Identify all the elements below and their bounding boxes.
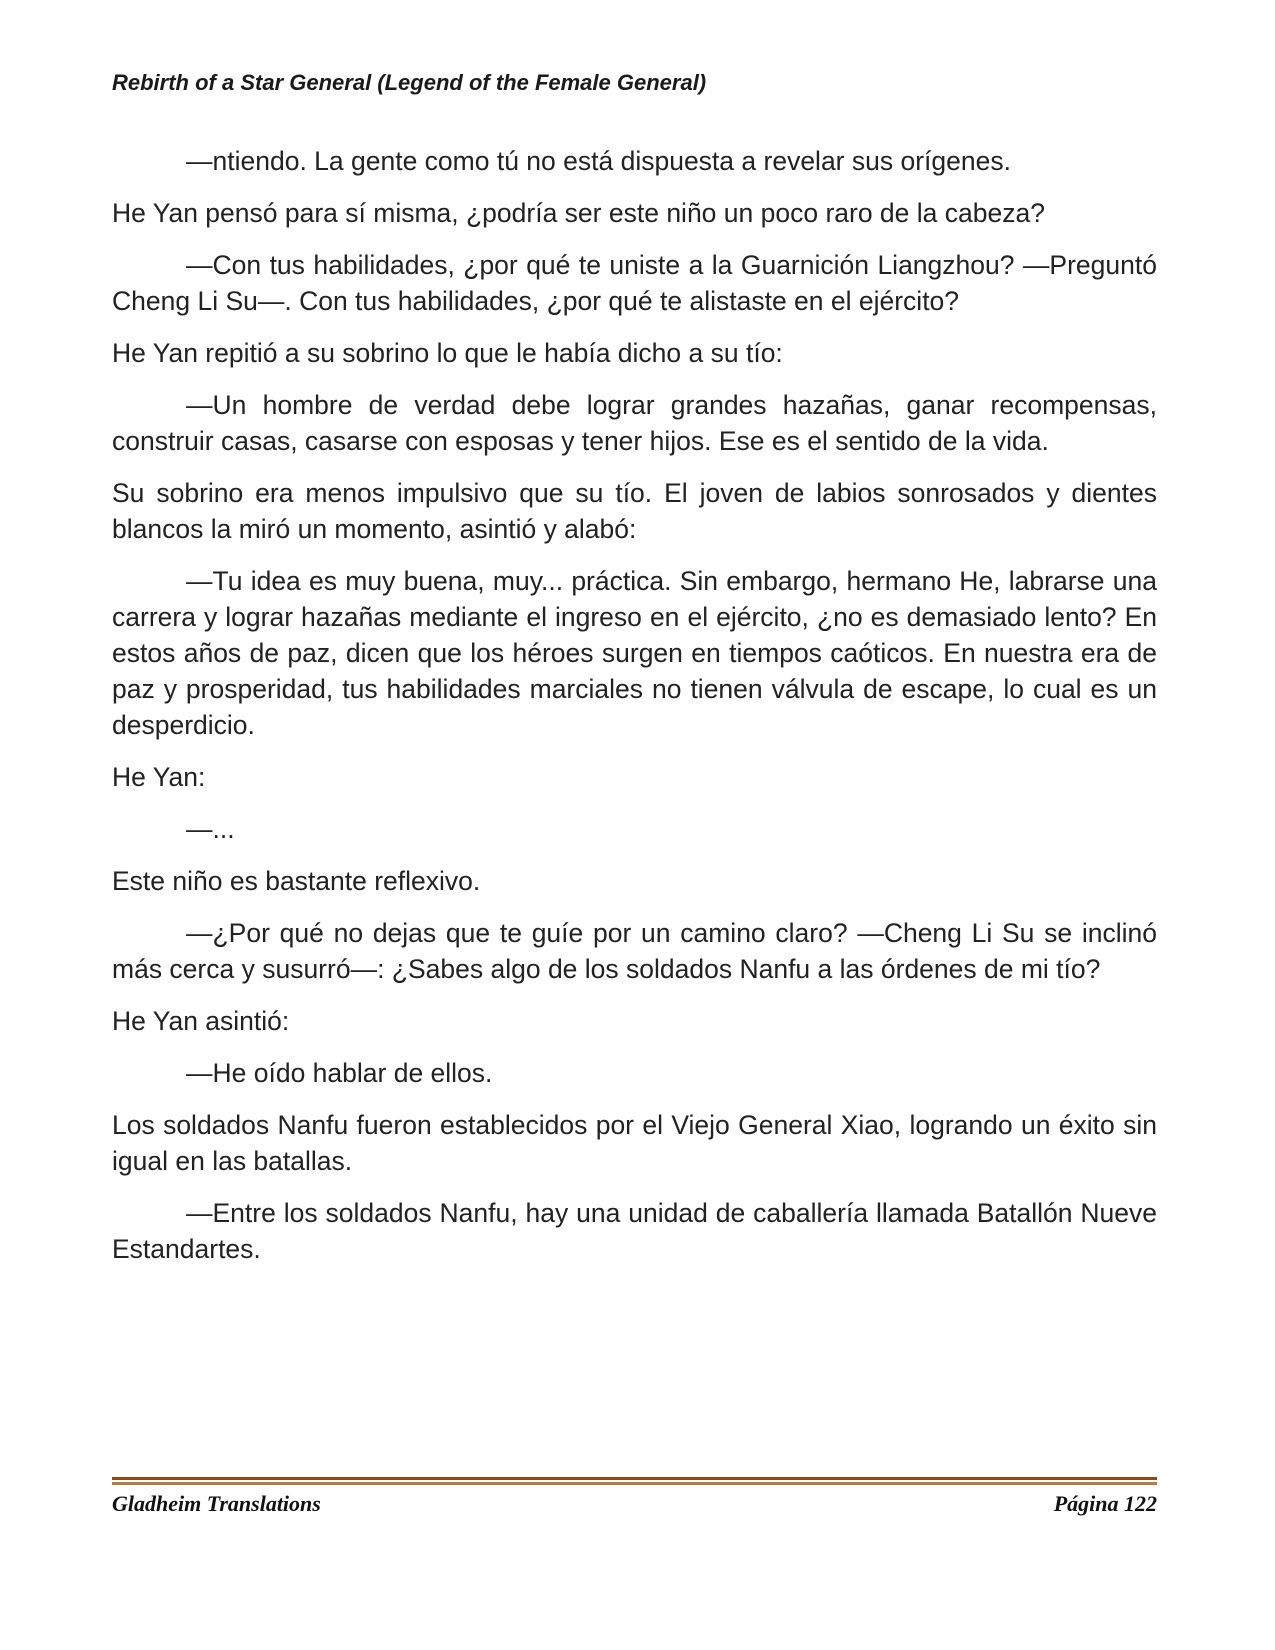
paragraph-13: —He oído hablar de ellos. xyxy=(186,1058,493,1088)
paragraph-4: He Yan repitió a su sobrino lo que le había dicho a su tío: xyxy=(112,338,783,368)
footer-rule-light-line xyxy=(112,1482,1157,1485)
paragraph-7: —Tu idea es muy buena, muy... práctica. Sin embargo, hermano He, labrarse una carrera y lograr hazañas mediante el ingreso en el ejército, ¿no es demasiado lento? En estos años de paz, dicen que los héroes surgen en tiempos caóticos. En nuestra era de paz y prosperidad, tus habilidades marciales no tienen válvula de escape, lo cual es un desperdicio. xyxy=(112,566,1157,740)
footer-rule xyxy=(112,1477,1157,1487)
paragraph-8: He Yan: xyxy=(112,762,206,792)
paragraph-1: —ntiendo. La gente como tú no está dispuesta a revelar sus orígenes. xyxy=(186,146,1011,176)
paragraph-3: —Con tus habilidades, ¿por qué te uniste a la Guarnición Liangzhou? —Preguntó Cheng Li Su—. Con tus habilidades, ¿por qué te alistaste en el ejército? xyxy=(112,250,1157,316)
paragraph-15: —Entre los soldados Nanfu, hay una unidad de caballería llamada Batallón Nueve Estandartes. xyxy=(112,1198,1157,1264)
paragraph-2: He Yan pensó para sí misma, ¿podría ser este niño un poco raro de la cabeza? xyxy=(112,198,1045,228)
paragraph-11: —¿Por qué no dejas que te guíe por un camino claro? —Cheng Li Su se inclinó más cerca y susurró—: ¿Sabes algo de los soldados Nanfu a las órdenes de mi tío? xyxy=(112,918,1157,984)
paragraph-14: Los soldados Nanfu fueron establecidos por el Viejo General Xiao, logrando un éxito sin igual en las batallas. xyxy=(112,1110,1157,1176)
body-text xyxy=(112,143,1157,1283)
running-header-title: Rebirth of a Star General (Legend of the Female General) xyxy=(112,70,707,95)
footer-publisher: Gladheim Translations xyxy=(112,1491,321,1516)
paragraph-12: He Yan asintió: xyxy=(112,1006,290,1036)
paragraph-6: Su sobrino era menos impulsivo que su tío. El joven de labios sonrosados y dientes blancos la miró un momento, asintió y alabó: xyxy=(112,478,1157,544)
paragraph-10: Este niño es bastante reflexivo. xyxy=(112,866,481,896)
paragraph-5: —Un hombre de verdad debe lograr grandes hazañas, ganar recompensas, construir casas, casarse con esposas y tener hijos. Ese es el sentido de la vida. xyxy=(112,390,1157,456)
paragraph-9: —... xyxy=(186,814,235,844)
footer-page-number: Página 122 xyxy=(1053,1491,1157,1516)
